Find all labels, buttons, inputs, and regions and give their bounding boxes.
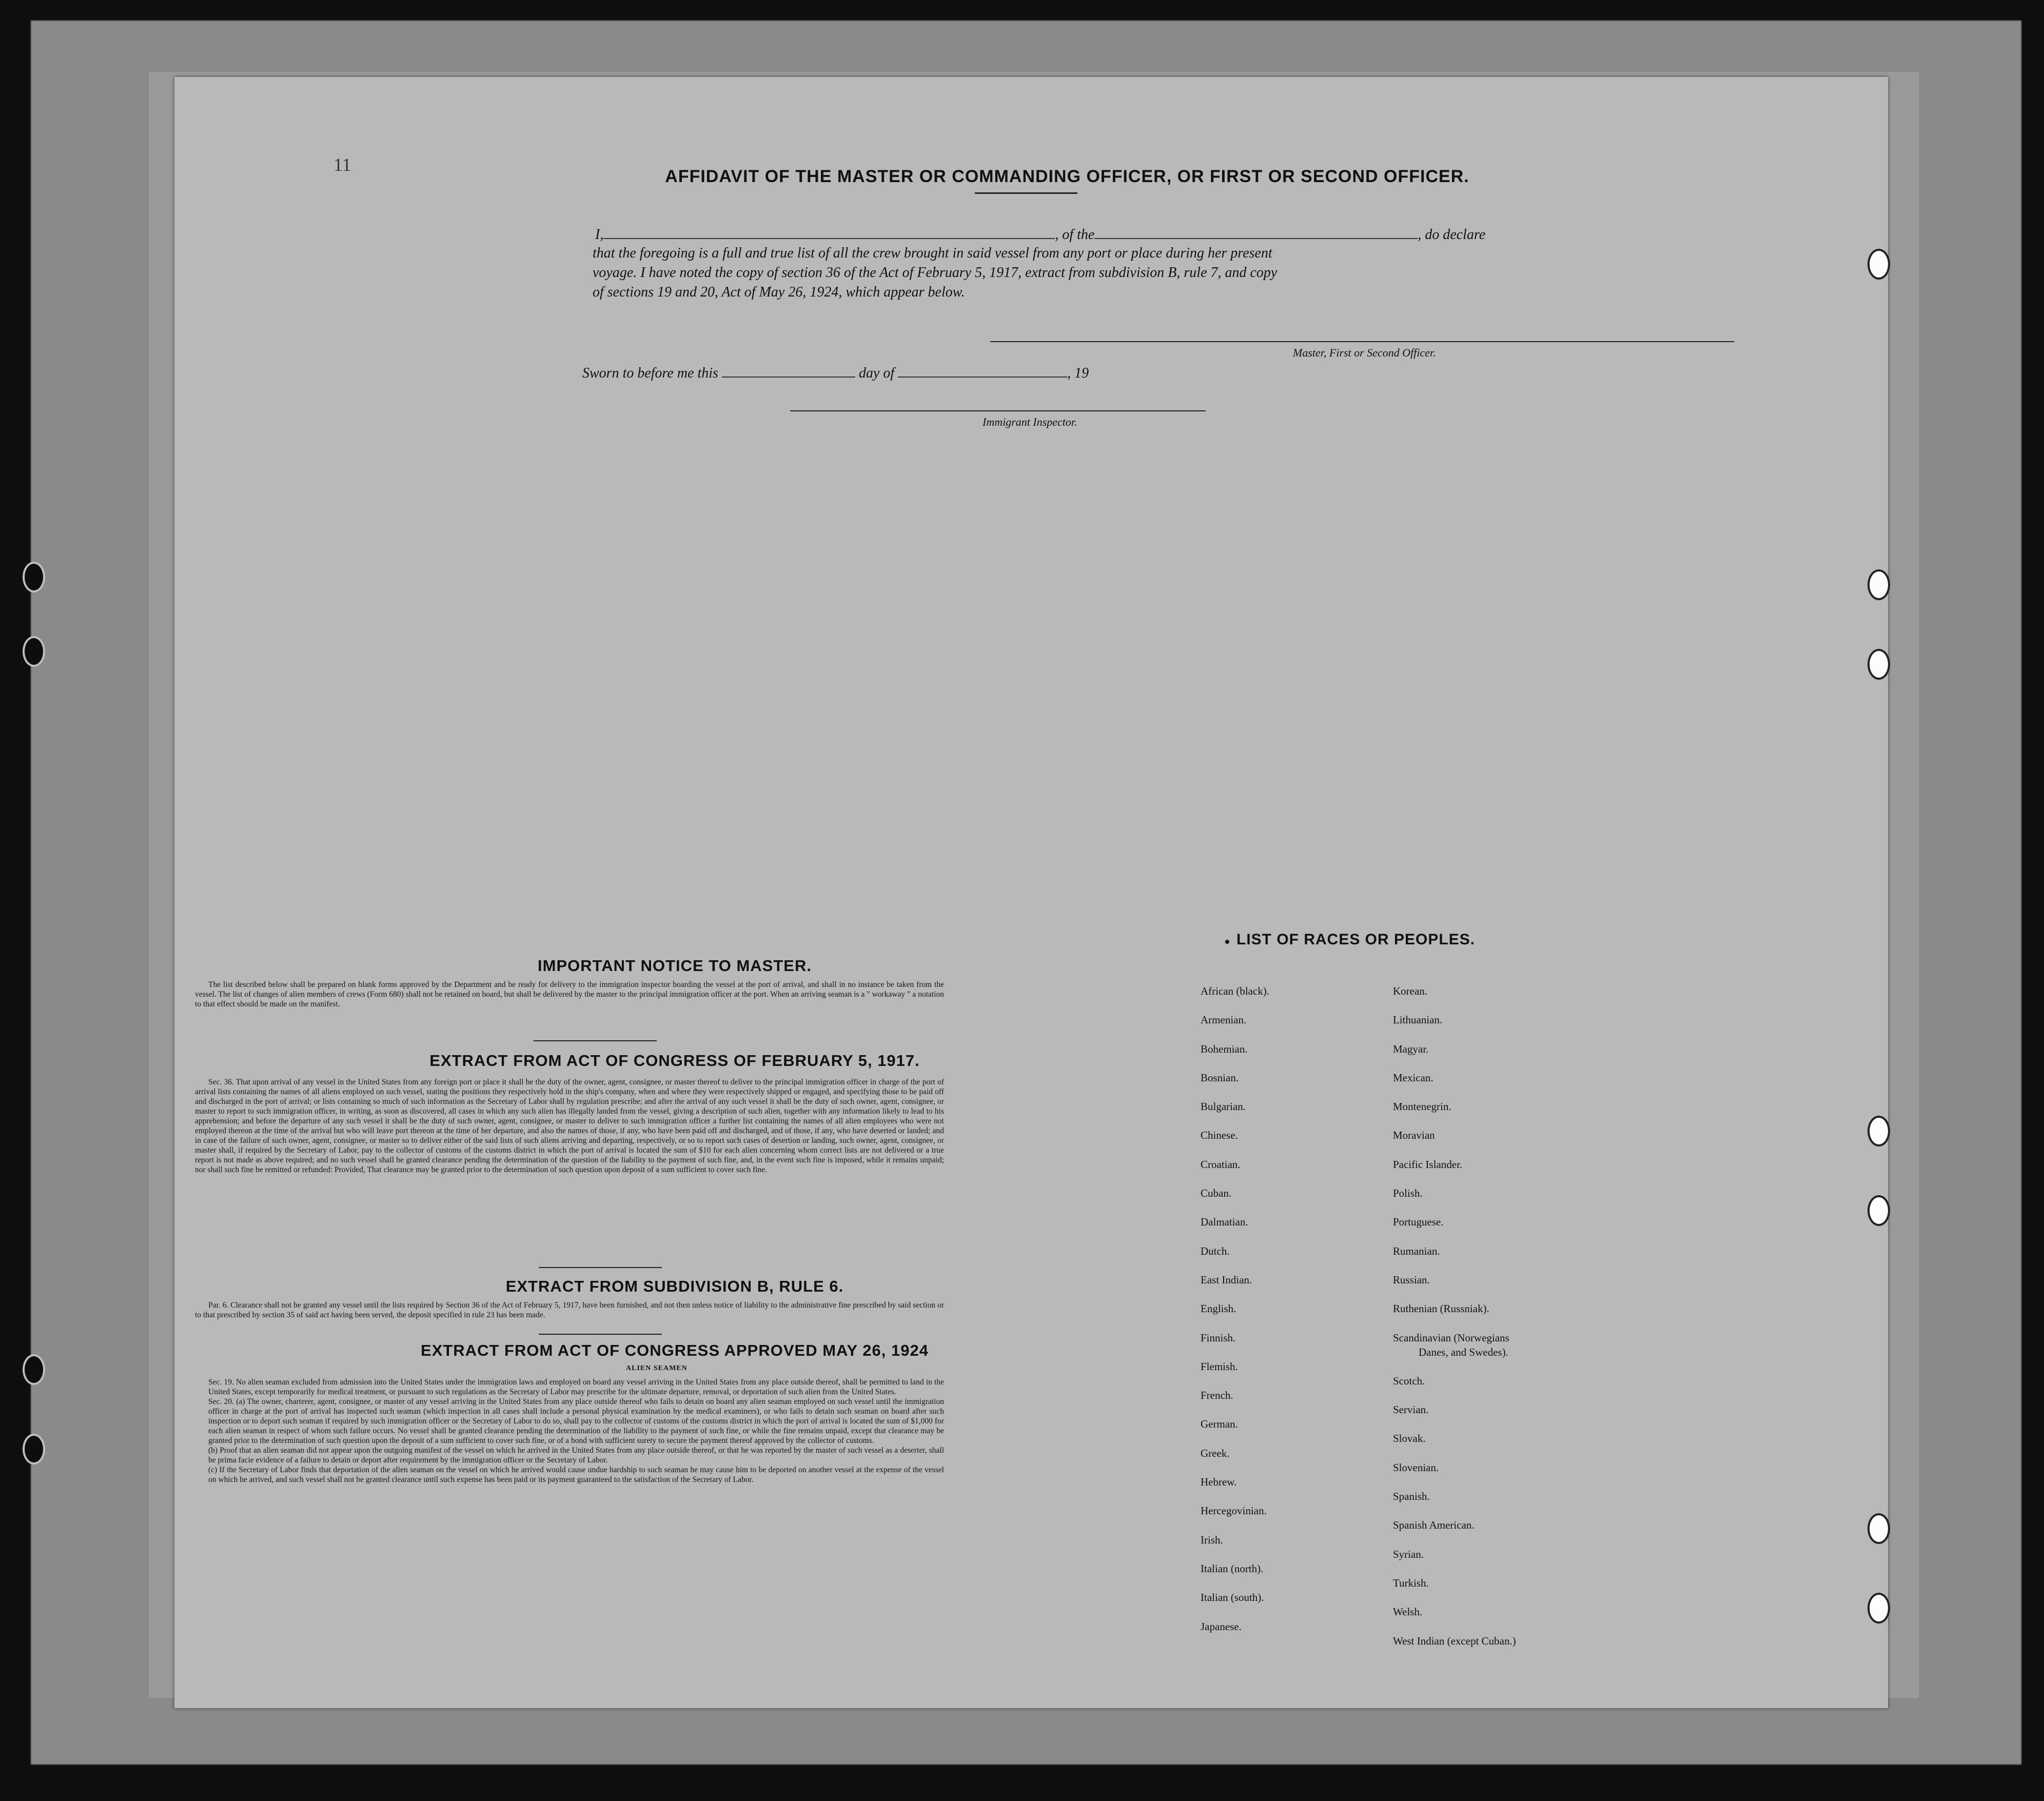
affidavit-page (174, 77, 1888, 1708)
punch-hole (1868, 249, 1890, 280)
master-label: Master, First or Second Officer. (1293, 346, 1436, 359)
race-item: Irish. (1201, 1533, 1223, 1546)
divider (539, 1267, 662, 1268)
name-blank[interactable] (603, 226, 1055, 239)
sworn-month-blank[interactable] (898, 364, 1067, 378)
race-item: Hercegovinian. (1201, 1505, 1267, 1517)
races-left-column (1201, 985, 1269, 1649)
race-item: French. (1201, 1389, 1233, 1402)
race-item: Servian. (1393, 1403, 1429, 1416)
vessel-blank[interactable] (1094, 226, 1418, 239)
race-item: Bohemian. (1201, 1042, 1248, 1055)
race-item: Pacific Islander. (1393, 1158, 1463, 1171)
race-item: Spanish. (1393, 1490, 1430, 1503)
race-item: Magyar. (1393, 1042, 1429, 1055)
race-item: Bulgarian. (1201, 1100, 1246, 1113)
bullet (1225, 940, 1229, 944)
race-item: Greek. (1201, 1447, 1230, 1459)
title-rule (975, 192, 1077, 194)
punch-hole (1868, 1513, 1890, 1544)
alien-seamen-subheading: ALIEN SEAMEN (626, 1364, 687, 1372)
notice-text: The list described below shall be prepared on blank forms approved by the Department and be ready for delivery to the immigration inspector boarding the vessel at the port of arrival, and shall in no instance be taken from the vessel. The list of changes of alien members of crews (Form 680) shall not be retained on board, but shall be delivered by the master to the principal immigration officer at the port. When an arriving seaman is a " workaway " a notation to that effect should be made on the manifest. (195, 980, 944, 1008)
binder-hole (23, 562, 45, 592)
race-item: Korean. (1393, 985, 1428, 997)
affidavit-line-2: that the foregoing is a full and true list of all the crew brought in said vessel from any port or place during her present (593, 245, 1272, 261)
divider (534, 1040, 657, 1041)
race-item: Slovenian. (1393, 1461, 1439, 1474)
race-item: Russian. (1393, 1273, 1430, 1286)
page-number: 11 (333, 154, 351, 175)
binder-hole (23, 1434, 45, 1464)
affidavit-line-3: voyage. I have noted the copy of section 36 of the Act of February 5, 1917, extract from subdivision B, rule 7, and copy (593, 265, 1278, 281)
punch-hole (1868, 1593, 1890, 1624)
notice-heading: IMPORTANT NOTICE TO MASTER. (538, 957, 812, 975)
race-item: Welsh. (1393, 1606, 1423, 1618)
race-item: Dalmatian. (1201, 1216, 1248, 1229)
punch-hole (1868, 1116, 1890, 1146)
affidavit-line-1: I, , of the , do declare (595, 227, 1486, 243)
race-item: Slovak. (1393, 1432, 1426, 1445)
race-item: German. (1201, 1418, 1238, 1431)
punch-hole (1868, 569, 1890, 600)
punch-hole (1868, 649, 1890, 680)
inspector-signature-line[interactable] (790, 410, 1206, 411)
rule6-text: Par. 6. Clearance shall not be granted any vessel until the lists required by Section 36 of the Act of February 5, 1917, have been furnished, and not then unless notice of liability to the administrative fine prescribed by said section or to that prescribed by section 35 of said act having been served, the deposit specified in rule 23 has been made. (195, 1301, 944, 1319)
race-item: Scandinavian (Norwegians (1393, 1331, 1509, 1344)
extract-1917-heading: EXTRACT FROM ACT OF CONGRESS OF FEBRUARY 5, 1917. (429, 1052, 920, 1070)
race-item: Chinese. (1201, 1129, 1238, 1142)
binder-hole (23, 1354, 45, 1385)
master-signature-line[interactable] (990, 341, 1734, 342)
races-right-column (1393, 985, 1516, 1664)
race-item: Turkish. (1393, 1576, 1429, 1589)
affidavit-title: AFFIDAVIT OF THE MASTER OR COMMANDING OFFICER, OR FIRST OR SECOND OFFICER. (665, 167, 1469, 186)
race-item: Hebrew. (1201, 1476, 1237, 1489)
race-item: Bosnian. (1201, 1071, 1239, 1084)
race-item: Portuguese. (1393, 1216, 1444, 1229)
sworn-day-blank[interactable] (722, 364, 855, 378)
divider (539, 1334, 662, 1335)
race-item: Italian (south). (1201, 1591, 1264, 1604)
inspector-label: Immigrant Inspector. (982, 415, 1077, 428)
race-item: Syrian. (1393, 1548, 1424, 1560)
race-item: Dutch. (1201, 1244, 1230, 1257)
extract-1924-text: Sec. 19. No alien seaman excluded from admission into the United States under the immigration laws and employed on board any vessel arriving in the United States from any place outside thereof, shall be permitted to land in the United States, except temporarily for medical treatment, or pursuant to such regulations as the Secretary of Labor may prescribe for the ultimate departure, removal, or deportation of such alien from the United States. Sec. 20. (a) The owner, charterer, agent, consignee, or master of any vessel arriving in the United States from any place outside thereof who fails to detain on board any alien seaman employed on such vessel until the immigration officer in charge at the port of arrival has inspected such seaman (which inspection in all cases shall include a personal physical examination by the medical examiners), or who fails to detain such seaman on board after such inspection or to deport such seaman if required by such immigration officer or the Secretary of Labor to do so, shall pay to the collector of customs of the customs district in which the port of arrival is located the sum of $1,000 for each alien seaman in respect of whom such failure occurs. No vessel shall be granted clearance pending the determination of the liability to the payment of such fine, or while the fine remains unpaid, except that clearance may be granted prior to the determination of such question upon the deposit of a sum sufficient to cover such fine, or of a bond with sufficient surety to secure the payment thereof approved by the collector of customs. (b) Proof that an alien seaman did not appear upon the outgoing manifest of the vessel on which he arrived in the United States from any place outside thereof, or that he was reported by the master of such vessel as a deserter, shall be prima facie evidence of a failure to detain or deport after requirement by the immigration officer or the Secretary of Labor. (c) If the Secretary of Labor finds that deportation of the alien seaman on the vessel on which he arrived would cause undue hardship to such seaman he may cause him to be deported on another vessel at the expense of the vessel on which he arrived, and such vessel shall not be granted clearance until such expense has been paid or its payment guaranteed to the satisfaction of the Secretary of Labor. (208, 1378, 944, 1484)
race-item: Cuban. (1201, 1187, 1232, 1200)
binder-hole (23, 636, 45, 667)
race-item: Danes, and Swedes). (1419, 1345, 1508, 1358)
punch-hole (1868, 1195, 1890, 1226)
race-item: Ruthenian (Russniak). (1393, 1302, 1489, 1315)
race-item: Polish. (1393, 1187, 1423, 1200)
race-item: Japanese. (1201, 1620, 1242, 1633)
races-heading: LIST OF RACES OR PEOPLES. (1236, 931, 1476, 948)
race-item: Rumanian. (1393, 1244, 1440, 1257)
extract-1917-text: Sec. 36. That upon arrival of any vessel in the United States from any foreign port or place it shall be the duty of the owner, agent, consignee, or master thereof to deliver to the principal immigration officer in charge of the port of arrival lists containing the names of all aliens employed on such vessel, stating the positions they respectively hold in the ship's company, when and where they were respectively shipped or engaged, and specifying those to be paid off and discharged in the port of arrival; or lists containing so much of such information as the Secretary of Labor shall by regulation prescribe; and after the arrival of any such vessel it shall be the duty of such owner, agent, consignee, or master to report to such immigration officer, in writing, as soon as discovered, all cases in which any such alien has illegally landed from the vessel, giving a description of such alien, together with any information likely to lead to his apprehension; and before the departure of any such vessel it shall be the duty of such owner, agent, consignee, or master to deliver to such immigration officer a further list containing the names of all alien employees who were not employed thereon at the time of the arrival but who will leave port thereon at the time of her departure, and also the names of those, if any, who have been paid off and discharged, and of those, if any, who have deserted or landed; and in case of the failure of such owner, agent, consignee, or master so to deliver either of the said lists of such aliens arriving and departing, respectively, or so to report such cases of desertion or landing, such owner, agent, consignee, or master shall, if required by the Secretary of Labor, pay to the collector of customs of the customs district in which the port of arrival is located the sum of $10 for each alien concerning whom correct lists are not delivered or a true report is not made as above required; and no such vessel shall be granted clearance pending the determination of the question of the liability to the payment of such fine, and, in the event such fine is imposed, while it remains unpaid; nor shall such fine be remitted or refunded: Provided, That clearance may be granted prior to the determination of such question upon deposit of a sum sufficient to cover such fine. (195, 1078, 944, 1174)
race-item: Spanish American. (1393, 1519, 1475, 1532)
race-item: West Indian (except Cuban.) (1393, 1634, 1516, 1647)
race-item: East Indian. (1201, 1273, 1252, 1286)
race-item: Lithuanian. (1393, 1014, 1443, 1026)
race-item: Croatian. (1201, 1158, 1241, 1171)
race-item: Mexican. (1393, 1071, 1433, 1084)
affidavit-line-4: of sections 19 and 20, Act of May 26, 1924, which appear below. (593, 284, 965, 300)
race-item: English. (1201, 1302, 1236, 1315)
race-item: Italian (north). (1201, 1562, 1264, 1575)
race-item: Armenian. (1201, 1014, 1247, 1026)
race-item: Flemish. (1201, 1360, 1238, 1373)
race-item: Montenegrin. (1393, 1100, 1451, 1113)
race-item: African (black). (1201, 985, 1270, 997)
rule6-heading: EXTRACT FROM SUBDIVISION B, RULE 6. (505, 1277, 844, 1295)
race-item: Finnish. (1201, 1331, 1236, 1344)
race-item: Scotch. (1393, 1374, 1425, 1387)
race-item: Moravian (1393, 1129, 1435, 1142)
sworn-line: Sworn to before me this day of , 19 (582, 365, 1089, 381)
extract-1924-heading: EXTRACT FROM ACT OF CONGRESS APPROVED MAY 26, 1924 (421, 1341, 929, 1359)
